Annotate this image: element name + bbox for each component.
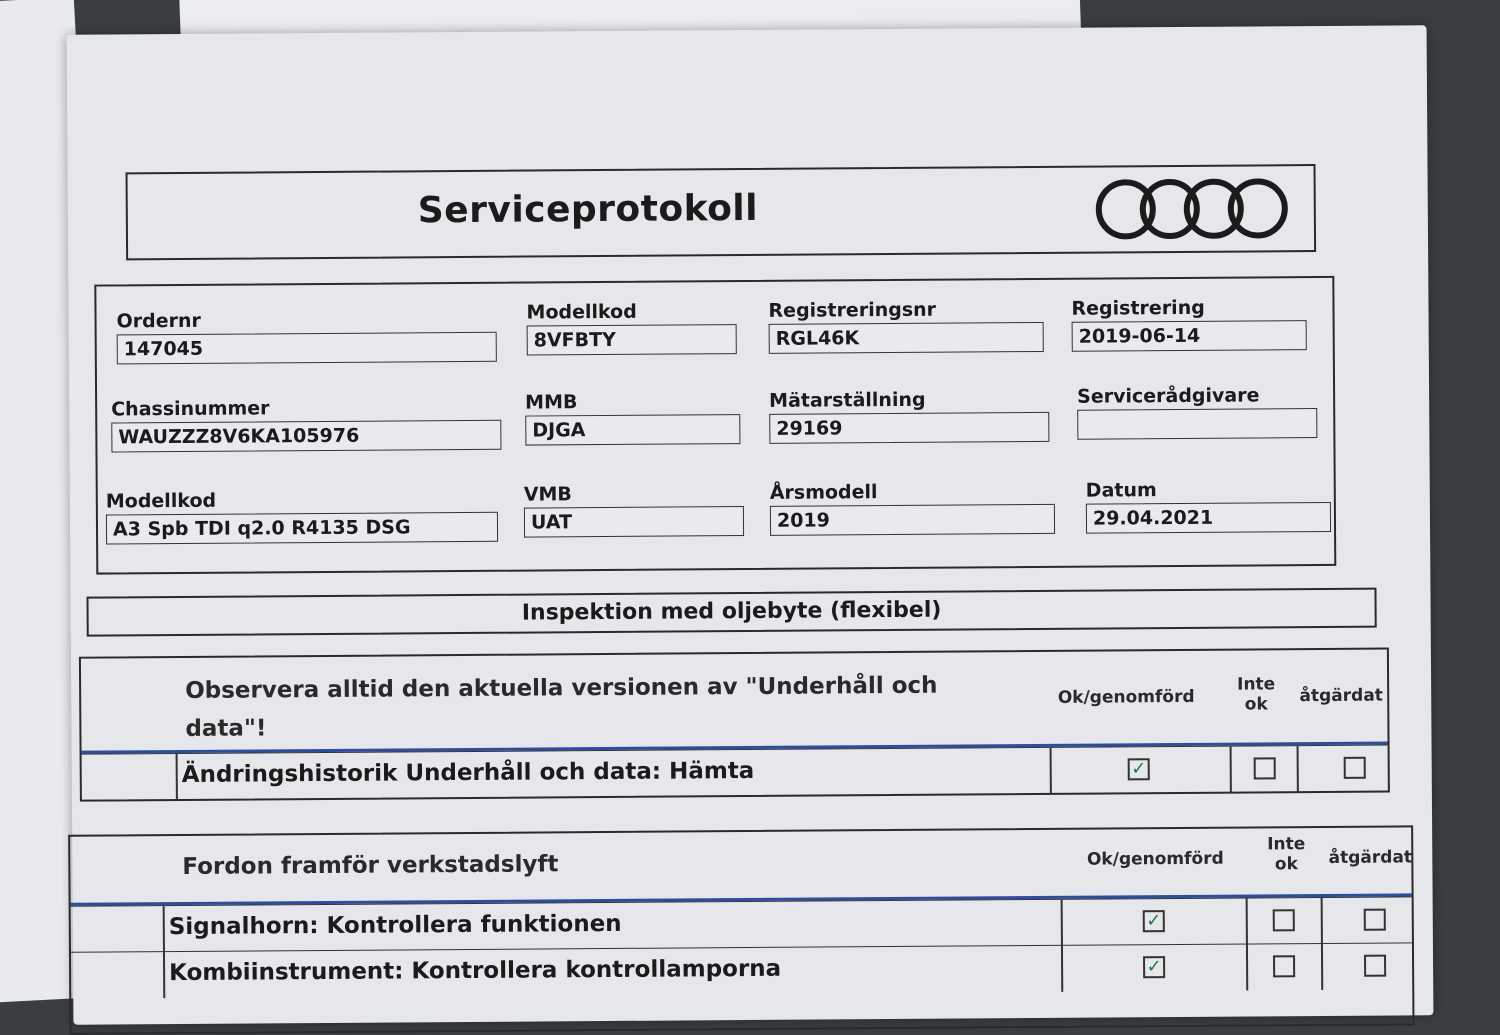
- vmb-value: UAT: [524, 506, 744, 538]
- col-fixed-2: åtgärdat: [1328, 847, 1413, 868]
- datum-value: 29.04.2021: [1086, 502, 1331, 534]
- checkbox-not-ok[interactable]: [1273, 955, 1295, 977]
- page-title: Serviceprotokoll: [417, 187, 759, 232]
- row-text: Signalhorn: Kontrollera funktionen: [168, 910, 622, 941]
- title-box: [126, 164, 1317, 260]
- col-ok-2: Ok/genomförd: [1086, 848, 1224, 870]
- col-ok: Ok/genomförd: [1057, 686, 1195, 708]
- matarstallning-value: 29169: [769, 412, 1049, 444]
- field-vmb: VMB UAT: [524, 482, 744, 538]
- row-text: Ändringshistorik Underhåll och data: Hämta: [181, 757, 755, 788]
- modellkod-2-value: A3 Spb TDI q2.0 R4135 DSG: [106, 512, 498, 545]
- row-text: Kombiinstrument: Kontrollera kontrollamporna: [169, 955, 782, 987]
- section-observe: [79, 648, 1390, 802]
- field-arsmodell: Årsmodell 2019: [770, 480, 1055, 536]
- col-fixed: åtgärdat: [1299, 685, 1383, 707]
- field-datum: Datum 29.04.2021: [1086, 478, 1331, 534]
- arsmodell-value: 2019: [770, 504, 1055, 536]
- checkbox-not-ok[interactable]: [1273, 909, 1295, 931]
- checkbox-ok[interactable]: ✓: [1143, 910, 1165, 932]
- registrering-value: 2019-06-14: [1072, 320, 1307, 352]
- mmb-value: DJGA: [525, 414, 740, 446]
- section-observe-heading: Observera alltid den aktuella versionen av "Underhåll och data"!: [185, 672, 938, 742]
- checkbox-ok[interactable]: ✓: [1128, 758, 1150, 780]
- col-not-ok: Inte ok: [1237, 674, 1276, 715]
- checkbox-fixed[interactable]: [1344, 757, 1366, 779]
- field-chassinummer: Chassinummer WAUZZZ8V6KA105976: [111, 396, 501, 453]
- vehicle-info-box: [94, 276, 1336, 575]
- field-matarstallning: Mätarställning 29169: [769, 388, 1049, 444]
- chassinummer-value: WAUZZZ8V6KA105976: [111, 420, 501, 453]
- checkbox-fixed[interactable]: [1364, 955, 1386, 977]
- field-serviceradgivare: Servicerådgivare: [1077, 384, 1317, 440]
- modellkod-value: 8VFBTY: [527, 324, 737, 355]
- field-registreringsnr: Registreringsnr RGL46K: [768, 298, 1043, 354]
- serviceradgivare-value: [1077, 408, 1317, 440]
- registreringsnr-value: RGL46K: [769, 322, 1044, 354]
- table-row: [71, 942, 1412, 998]
- col-not-ok-2: Inte ok: [1267, 834, 1306, 875]
- inspection-title: Inspektion med oljebyte (flexibel): [521, 597, 942, 626]
- ordernr-value: 147045: [117, 332, 497, 365]
- audi-rings-logo: [1092, 174, 1292, 243]
- field-modellkod: Modellkod 8VFBTY: [526, 300, 736, 355]
- section-vehicle-front-heading: Fordon framför verkstadslyft: [182, 851, 559, 880]
- table-row: [82, 745, 1388, 801]
- field-mmb: MMB DJGA: [525, 390, 740, 445]
- checkbox-fixed[interactable]: [1364, 909, 1386, 931]
- field-ordernr: Ordernr 147045: [116, 308, 496, 365]
- service-protocol-sheet: [67, 25, 1434, 1024]
- checkbox-not-ok[interactable]: [1254, 757, 1276, 779]
- field-modellkod-2: Modellkod A3 Spb TDI q2.0 R4135 DSG: [106, 488, 498, 545]
- checkbox-ok[interactable]: ✓: [1143, 956, 1165, 978]
- inspection-title-box: [86, 588, 1376, 637]
- section-vehicle-front: [68, 825, 1414, 1034]
- field-registrering: Registrering 2019-06-14: [1071, 296, 1306, 352]
